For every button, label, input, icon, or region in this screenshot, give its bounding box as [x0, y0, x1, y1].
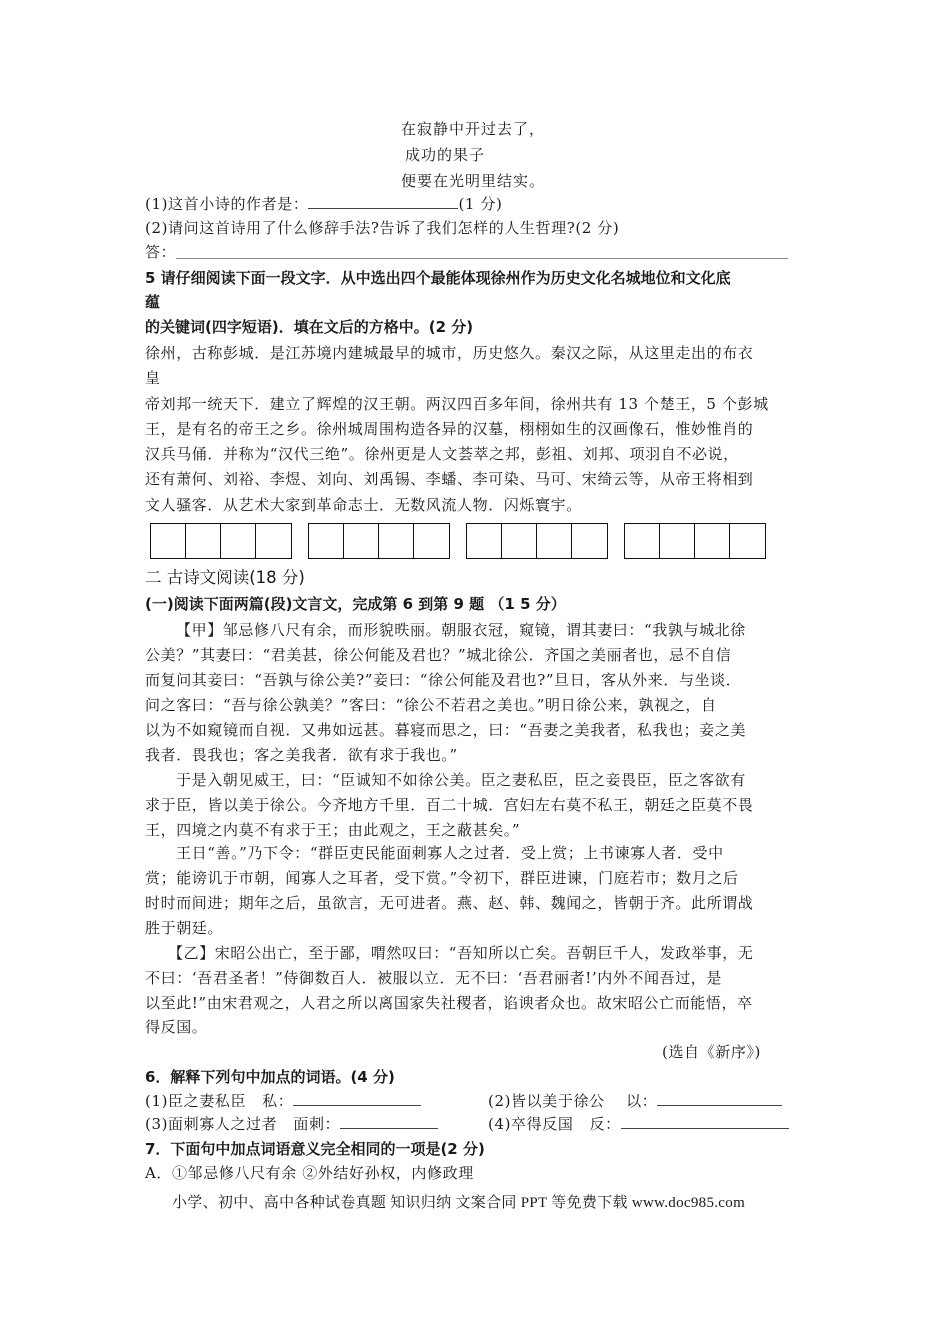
- answer-box-group-3[interactable]: [466, 523, 608, 559]
- source-note: (选自《新序》): [662, 1043, 762, 1061]
- q6-row-2b: [488, 1112, 789, 1135]
- q6-item-3-word: 面刺：: [293, 1115, 341, 1133]
- q6-item-1-text: (1)臣之妻私臣: [145, 1092, 247, 1110]
- q5-passage-line: 还有萧何、刘裕、李煜、刘向、刘禹锡、李蟠、李可染、马可、宋绮云等，从帝王将相到: [145, 470, 754, 488]
- answer-cell[interactable]: [502, 524, 537, 558]
- passage-jia-line: 王，四境之内莫不有求于王；由此观之，王之蔽甚矣。”: [145, 821, 521, 839]
- passage-jia-line: 【甲】邹忌修八尺有余，而形貌昳丽。朝服衣冠，窥镜，谓其妻曰：“我孰与城北徐: [176, 621, 746, 639]
- q6-item-3-blank[interactable]: [340, 1112, 438, 1129]
- passage-jia-line: 王日“善。”乃下令：“群臣吏民能面刺寡人之过者．受上赏；上书谏寡人者．受中: [176, 844, 724, 862]
- passage-yi-line: 【乙】宋昭公出亡，至于鄙，喟然叹曰：“吾知所以亡矣。吾朝巨千人，发政举事，无: [168, 944, 754, 962]
- q7-option-a: A．①邹忌修八尺有余 ②外结好孙权，内修政理: [145, 1164, 474, 1182]
- passage-jia-line: 赏；能谤讥于市朝，闻寡人之耳者，受下赏。”令初下，群臣进谏，门庭若市；数月之后: [145, 869, 739, 887]
- poem-line-1: 在寂静中开过去了，: [401, 120, 546, 138]
- q4-sub1-label: (1)这首小诗的作者是：: [145, 195, 309, 213]
- q4-author-blank[interactable]: [308, 192, 458, 209]
- q4-sub2: (2)请问这首诗用了什么修辞手法?告诉了我们怎样的人生哲理?(2 分): [145, 219, 620, 237]
- q6-title: 6．解释下列句中加点的词语。(4 分): [145, 1068, 395, 1086]
- poem-line-3: 便要在光明里结实。: [401, 172, 546, 190]
- q6-item-4-blank[interactable]: [621, 1112, 789, 1129]
- q5-passage-line: 文人骚客．从艺术大家到革命志士．无数风流人物．闪烁寰宇。: [145, 496, 582, 514]
- q6-row-1b: [488, 1089, 782, 1112]
- q6-item-4-word: 反：: [589, 1115, 621, 1133]
- passage-jia-line: 求于臣，皆以美于徐公。今齐地方千里．百二十城．宫妇左右莫不私王，朝廷之臣莫不畏: [145, 796, 754, 814]
- passage-yi-line: 以至此!”由宋君观之，人君之所以离国家失社稷者，谄谀者众也。故宋昭公亡而能悟，卒: [145, 994, 753, 1012]
- answer-box-group-1[interactable]: [150, 523, 292, 559]
- q5-title-3: 的关键词(四字短语)．填在文后的方格中。(2 分): [145, 318, 474, 336]
- q6-item-2-word: 以：: [626, 1092, 658, 1110]
- answer-cell[interactable]: [572, 524, 607, 558]
- q6-item-3-text: (3)面刺寡人之过者: [145, 1115, 278, 1133]
- passage-jia-line: 于是入朝见威王，曰：“臣诚知不如徐公美。臣之妻私臣，臣之妾畏臣，臣之客欲有: [176, 771, 746, 789]
- answer-cell[interactable]: [309, 524, 344, 558]
- q5-title-2: 蕴: [145, 293, 161, 311]
- section-2-heading: 二 古诗文阅读(18 分): [145, 568, 305, 587]
- q6-row-2: [145, 1112, 438, 1135]
- passage-jia-line: 时时而间进；期年之后，虽欲言，无可进者。燕、赵、韩、魏闻之，皆朝于齐。此所谓战: [145, 894, 754, 912]
- q5-title-1: 5 请仔细阅读下面一段文字．从中选出四个最能体现徐州作为历史文化名城地位和文化底: [145, 269, 731, 287]
- q4-sub1: [145, 192, 502, 215]
- q6-item-2-blank[interactable]: [657, 1089, 782, 1106]
- q6-item-4-text: (4)卒得反国: [488, 1115, 574, 1133]
- answer-cell[interactable]: [344, 524, 379, 558]
- passage-yi-line: 不曰：‘吾君圣者！”侍御数百人．被服以立．无不曰：‘吾君丽者!’内外不闻吾过，是: [145, 969, 723, 987]
- answer-cell[interactable]: [186, 524, 221, 558]
- q5-passage-line: 汉兵马俑．并称为“汉代三绝”。徐州更是人文荟萃之邦，彭祖、刘邦、项羽自不必说，: [145, 445, 739, 463]
- q6-row-1: [145, 1089, 421, 1112]
- q4-sub1-points: (1 分): [458, 195, 503, 213]
- answer-box-group-4[interactable]: [624, 523, 766, 559]
- q7-title: 7．下面句中加点词语意义完全相同的一项是(2 分): [145, 1140, 485, 1158]
- passage-jia-line: 公美？”其妻曰：“君美甚，徐公何能及君也？”城北徐公．齐国之美丽者也，忌不自信: [145, 646, 732, 664]
- section-2-subheading: (一)阅读下面两篇(段)文言文，完成第 6 到第 9 题 （1 5 分）: [145, 595, 566, 613]
- q5-passage-line: 王，是有名的帝王之乡。徐州城周围构造各异的汉墓，栩栩如生的汉画像石，惟妙惟肖的: [145, 420, 754, 438]
- answer-cell[interactable]: [256, 524, 291, 558]
- q5-passage-line: 徐州，古称彭城．是江苏境内建城最早的城市，历史悠久。秦汉之际，从这里走出的布衣: [145, 344, 754, 362]
- passage-jia-line: 以为不如窥镜而自视．又弗如远甚。暮寝而思之，曰：“吾妻之美我者，私我也；妾之美: [145, 721, 747, 739]
- q5-passage-line: 皇: [145, 369, 161, 387]
- answer-cell[interactable]: [467, 524, 502, 558]
- answer-box-group-2[interactable]: [308, 523, 450, 559]
- passage-jia-line: 我者．畏我也；客之美我者．欲有求于我也。”: [145, 746, 458, 764]
- q6-item-2-text: (2)皆以美于徐公: [488, 1092, 605, 1110]
- q5-answer-boxes: [150, 523, 770, 559]
- answer-cell[interactable]: [151, 524, 186, 558]
- passage-jia-line: 问之客曰：“吾与徐公孰美？”客曰：“徐公不若君之美也。”明日徐公来，孰视之，自: [145, 696, 717, 714]
- page-footer: 小学、初中、高中各种试卷真题 知识归纳 文案合同 PPT 等免费下载 www.doc985.com: [172, 1195, 746, 1211]
- q6-item-1-blank[interactable]: [293, 1089, 421, 1106]
- answer-cell[interactable]: [379, 524, 414, 558]
- q5-passage-line: 帝刘邦一统天下．建立了辉煌的汉王朝。两汉四百多年间，徐州共有 13 个楚王，5 个彭城: [145, 395, 769, 413]
- passage-yi-line: 得反国。: [145, 1018, 208, 1036]
- answer-cell[interactable]: [414, 524, 449, 558]
- passage-jia-line: 而复问其妾曰：“吾孰与徐公美?”妾曰：“徐公何能及君也?”旦日，客从外来．与坐谈．: [145, 671, 742, 689]
- poem-line-2: 成功的果子: [405, 146, 486, 164]
- q4-answer-label: 答：: [145, 243, 177, 261]
- answer-cell[interactable]: [695, 524, 730, 558]
- answer-cell[interactable]: [625, 524, 660, 558]
- q6-item-1-word: 私：: [262, 1092, 294, 1110]
- q4-answer-line[interactable]: [176, 258, 788, 259]
- answer-cell[interactable]: [730, 524, 765, 558]
- answer-cell[interactable]: [221, 524, 256, 558]
- passage-jia-line: 胜于朝廷。: [145, 919, 224, 937]
- answer-cell[interactable]: [537, 524, 572, 558]
- answer-cell[interactable]: [660, 524, 695, 558]
